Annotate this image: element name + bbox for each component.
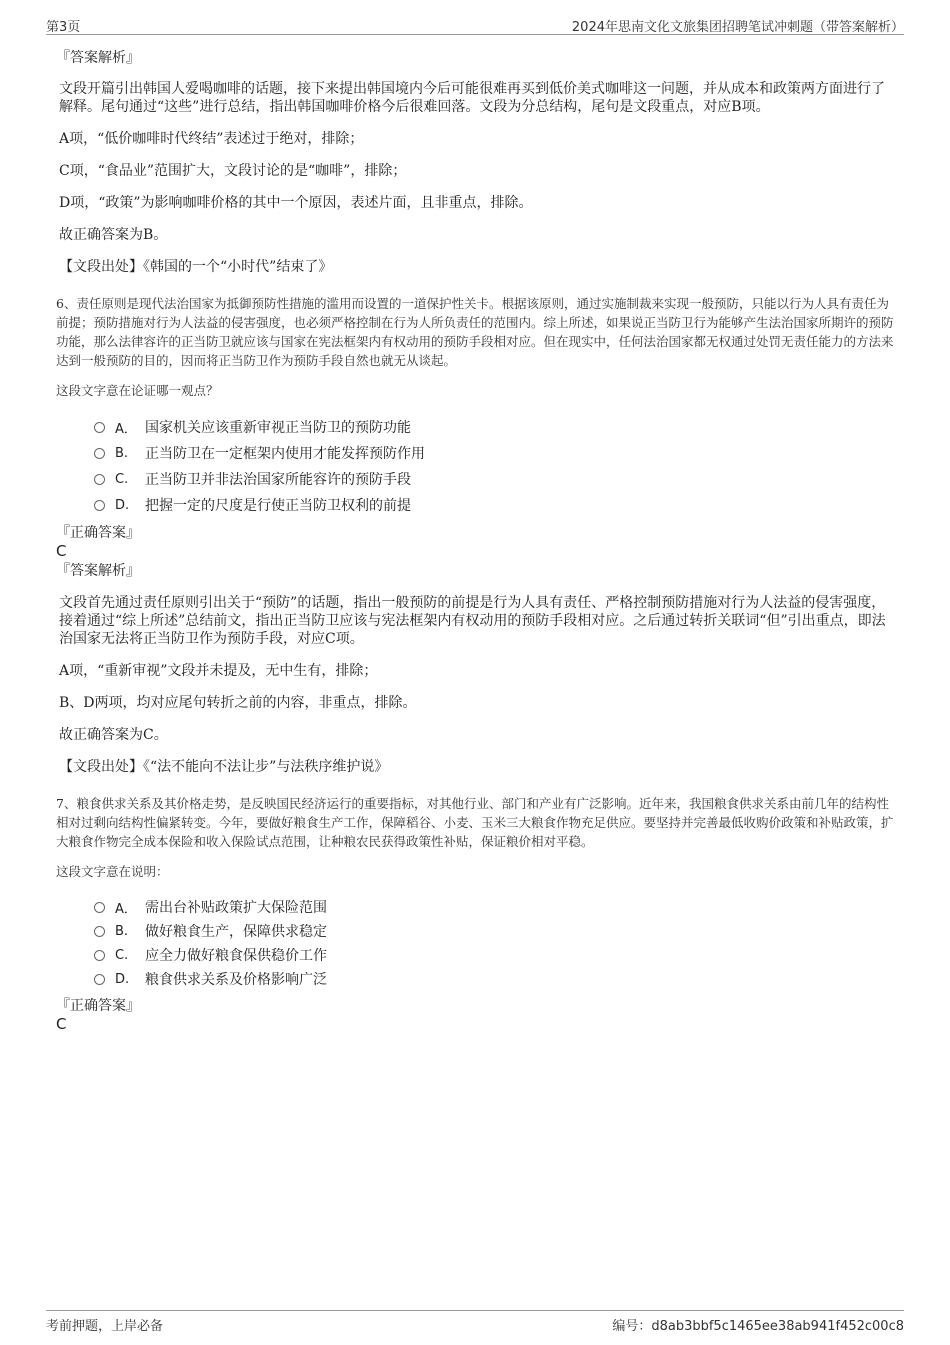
- radio-button[interactable]: [94, 926, 105, 937]
- analysis-note: C项，“食品业”范围扩大，文段讨论的是“咖啡”，排除；: [59, 163, 407, 179]
- option-list: [94, 895, 898, 991]
- analysis-conclusion: 故正确答案为C。: [59, 727, 168, 743]
- option-letter: B.: [115, 923, 129, 939]
- option-text: 国家机关应该重新审视正当防卫的预防功能: [145, 420, 411, 436]
- option-b[interactable]: [94, 919, 898, 943]
- option-text: 正当防卫并非法治国家所能容许的预防手段: [145, 472, 411, 488]
- correct-answer-value: C: [56, 1015, 67, 1033]
- option-list: [94, 414, 898, 518]
- source-citation: 【文段出处】《“法不能向不法让步”与法秩序维护说》: [59, 759, 389, 775]
- question-text: 7、粮食供求关系及其价格走势，是反映国民经济运行的重要指标，对其他行业、部门和产业有广泛影响。近年来，我国粮食供求关系由前几年的结构性相对过剩向结构性偏紧转变。今年，要做好粮食生产工作，保障稻谷、小麦、玉米三大粮食作物充足供应。要坚持并完善最低收购价政策和补贴政策，扩大粮食作物完全成本保险和收入保险试点范围，让种粮农民获得政策性补贴，保证粮价相对平稳。: [56, 796, 894, 849]
- page-footer: [46, 1310, 904, 1333]
- analysis-text: 文段开篇引出韩国人爱喝咖啡的话题，接下来提出韩国境内今后可能很难再买到低价美式咖啡这一问题，并从成本和政策两方面进行了解释。尾句通过“这些”进行总结，指出韩国咖啡价格今后很难回落。文段为分总结构，尾句是文段重点，对应B项。: [59, 81, 885, 115]
- source-citation: 【文段出处】《韩国的一个“小时代”结束了》: [59, 259, 333, 275]
- correct-answer-label: 『正确答案』: [56, 525, 140, 541]
- radio-button[interactable]: [94, 950, 105, 961]
- option-d[interactable]: [94, 967, 898, 991]
- option-text: 正当防卫在一定框架内使用才能发挥预防作用: [145, 446, 425, 462]
- option-letter: B.: [115, 445, 129, 461]
- option-text: 应全力做好粮食保供稳价工作: [145, 948, 327, 964]
- document-title: 2024年思南文化文旅集团招聘笔试冲刺题（带答案解析）: [571, 20, 904, 35]
- analysis-note: B、D两项，均对应尾句转折之前的内容，非重点，排除。: [59, 695, 417, 711]
- correct-answer-value: C: [56, 542, 67, 560]
- code-value: d8ab3bbf5c1465ee38ab941f452c00c8: [651, 1319, 904, 1334]
- correct-answer-label: 『正确答案』: [56, 998, 140, 1014]
- question-7: [56, 794, 898, 1033]
- code-label: 编号：: [612, 1319, 652, 1334]
- option-letter: D.: [115, 971, 130, 987]
- option-letter: C.: [115, 471, 129, 487]
- footer-slogan: 考前押题，上岸必备: [46, 1319, 164, 1334]
- option-text: 把握一定的尺度是行使正当防卫权利的前提: [145, 498, 411, 514]
- option-c[interactable]: [94, 466, 898, 492]
- option-text: 粮食供求关系及价格影响广泛: [145, 972, 327, 988]
- analysis-label: 『答案解析』: [56, 563, 140, 579]
- analysis-text: 文段首先通过责任原则引出关于“预防”的话题，指出一般预防的前提是行为人具有责任、严格控制预防措施对行为人法益的侵害强度，接着通过“综上所述”总结前文，指出正当防卫应该与宪法框架内有权动用的预防手段相对应。之后通过转折关联词“但”引出重点，即法治国家无法将正当防卫作为预防手段，对应C项。: [59, 595, 886, 647]
- question-prompt: 这段文字意在说明：: [56, 864, 169, 879]
- option-text: 需出台补贴政策扩大保险范围: [145, 900, 327, 916]
- document-body: [56, 48, 898, 1035]
- analysis-label: 『答案解析』: [56, 50, 140, 66]
- radio-button[interactable]: [94, 474, 105, 485]
- question-5-analysis: [56, 48, 898, 276]
- page-number: 第3页: [46, 20, 81, 35]
- analysis-conclusion: 故正确答案为B。: [59, 227, 168, 243]
- analysis-note: A项，“低价咖啡时代终结”表述过于绝对，排除；: [59, 131, 364, 147]
- option-a[interactable]: [94, 895, 898, 919]
- radio-button[interactable]: [94, 422, 105, 433]
- option-letter: D.: [115, 497, 130, 513]
- document-code: [612, 1315, 904, 1334]
- radio-button[interactable]: [94, 974, 105, 985]
- option-letter: C.: [115, 947, 129, 963]
- option-c[interactable]: [94, 943, 898, 967]
- option-letter: A．: [115, 421, 137, 437]
- option-letter: A．: [115, 901, 137, 917]
- page-header: [46, 14, 904, 35]
- radio-button[interactable]: [94, 500, 105, 511]
- radio-button[interactable]: [94, 902, 105, 913]
- radio-button[interactable]: [94, 448, 105, 459]
- question-6: [56, 294, 898, 776]
- option-text: 做好粮食生产，保障供求稳定: [145, 924, 327, 940]
- analysis-note: A项，“重新审视”文段并未提及，无中生有，排除；: [59, 663, 378, 679]
- option-a[interactable]: [94, 414, 898, 440]
- option-b[interactable]: [94, 440, 898, 466]
- question-prompt: 这段文字意在论证哪一观点？: [56, 383, 219, 398]
- option-d[interactable]: [94, 492, 898, 518]
- analysis-note: D项，“政策”为影响咖啡价格的其中一个原因，表述片面，且非重点，排除。: [59, 195, 533, 211]
- question-text: 6、责任原则是现代法治国家为抵御预防性措施的滥用而设置的一道保护性关卡。根据该原则，通过实施制裁来实现一般预防，只能以行为人具有责任为前提；预防措施对行为人法益的侵害强度，也必须严格控制在行为人所负责任的范围内。综上所述，如果说正当防卫行为能够产生法治国家所期许的预防功能，那么法律容许的正当防卫就应该与国家在宪法框架内有权动用的预防手段相对应。但在现实中，任何法治国家都无权通过处罚无责任能力的方法来达到一般预防的目的，因而将正当防卫作为预防手段自然也就无从谈起。: [56, 296, 894, 368]
